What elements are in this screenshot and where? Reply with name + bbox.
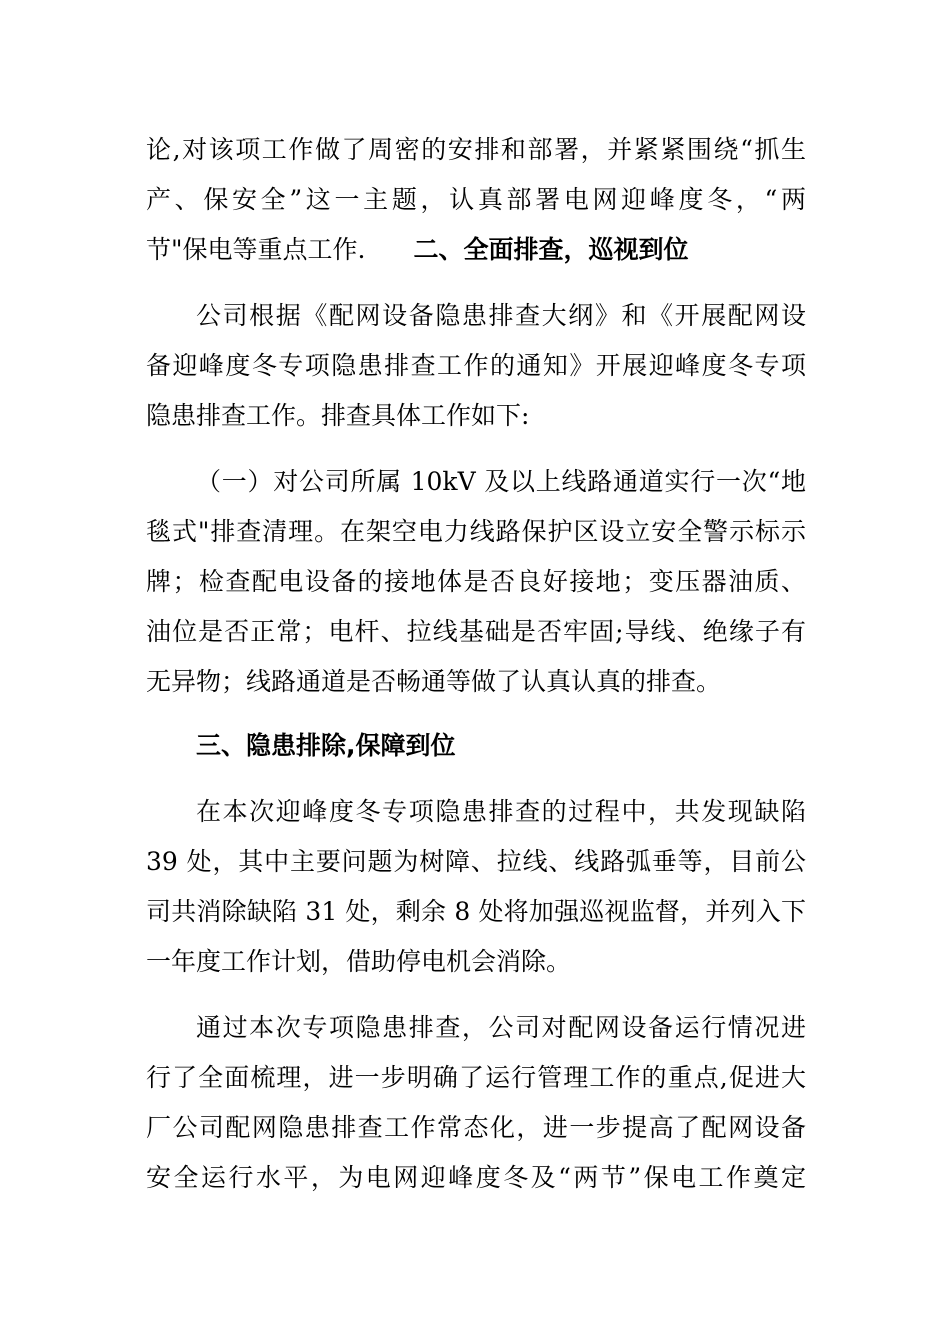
- paragraph-5-line-3: 厂公司配网隐患排查工作常态化，进一步提高了配网设备: [146, 1113, 806, 1142]
- paragraph-1-line-1: 论,对该项工作做了周密的安排和部署，并紧紧围绕“抓生: [146, 135, 806, 164]
- paragraph-2-line-1: 公司根据《配网设备隐患排查大纲》和《开展配网设: [196, 301, 806, 330]
- section-heading-2: 二、全面排查，巡视到位: [413, 235, 689, 264]
- paragraph-5-line-4: 安全运行水平，为电网迎峰度冬及“两节”保电工作奠定: [146, 1163, 806, 1192]
- paragraph-3-line-5: 无异物；线路通道是否畅通等做了认真认真的排查。: [146, 667, 722, 696]
- paragraph-1-line-3-text: 节"保电等重点工作.: [146, 235, 366, 264]
- paragraph-4-line-1: 在本次迎峰度冬专项隐患排查的过程中，共发现缺陷: [196, 797, 806, 826]
- paragraph-3-line-2: 毯式"排查清理。在架空电力线路保护区设立安全警示标示: [146, 517, 806, 546]
- paragraph-1-line-2: 产、保安全”这一主题，认真部署电网迎峰度冬，“两: [146, 185, 806, 214]
- paragraph-1-line-3: [146, 230, 806, 270]
- paragraph-5-line-1: 通过本次专项隐患排查，公司对配网设备运行情况进: [196, 1013, 806, 1042]
- paragraph-4-line-2: 39 处，其中主要问题为树障、拉线、线路弧垂等，目前公: [146, 847, 806, 876]
- paragraph-3-line-4: 油位是否正常；电杆、拉线基础是否牢固;导线、绝缘子有: [146, 617, 806, 646]
- paragraph-5-line-2: 行了全面梳理，进一步明确了运行管理工作的重点,促进大: [146, 1063, 806, 1092]
- paragraph-3-line-3: 牌；检查配电设备的接地体是否良好接地；变压器油质、: [146, 567, 806, 596]
- paragraph-2-line-2: 备迎峰度冬专项隐患排查工作的通知》开展迎峰度冬专项: [146, 351, 806, 380]
- section-heading-3: 三、隐患排除,保障到位: [196, 731, 456, 760]
- paragraph-4-line-4: 一年度工作计划，借助停电机会消除。: [146, 947, 572, 976]
- paragraph-3-line-1: （一）对公司所属 10kV 及以上线路通道实行一次“地: [196, 467, 806, 496]
- paragraph-4-line-3: 司共消除缺陷 31 处，剩余 8 处将加强巡视监督，并列入下: [146, 897, 806, 926]
- paragraph-2-line-3: 隐患排查工作。排查具体工作如下:: [146, 401, 530, 430]
